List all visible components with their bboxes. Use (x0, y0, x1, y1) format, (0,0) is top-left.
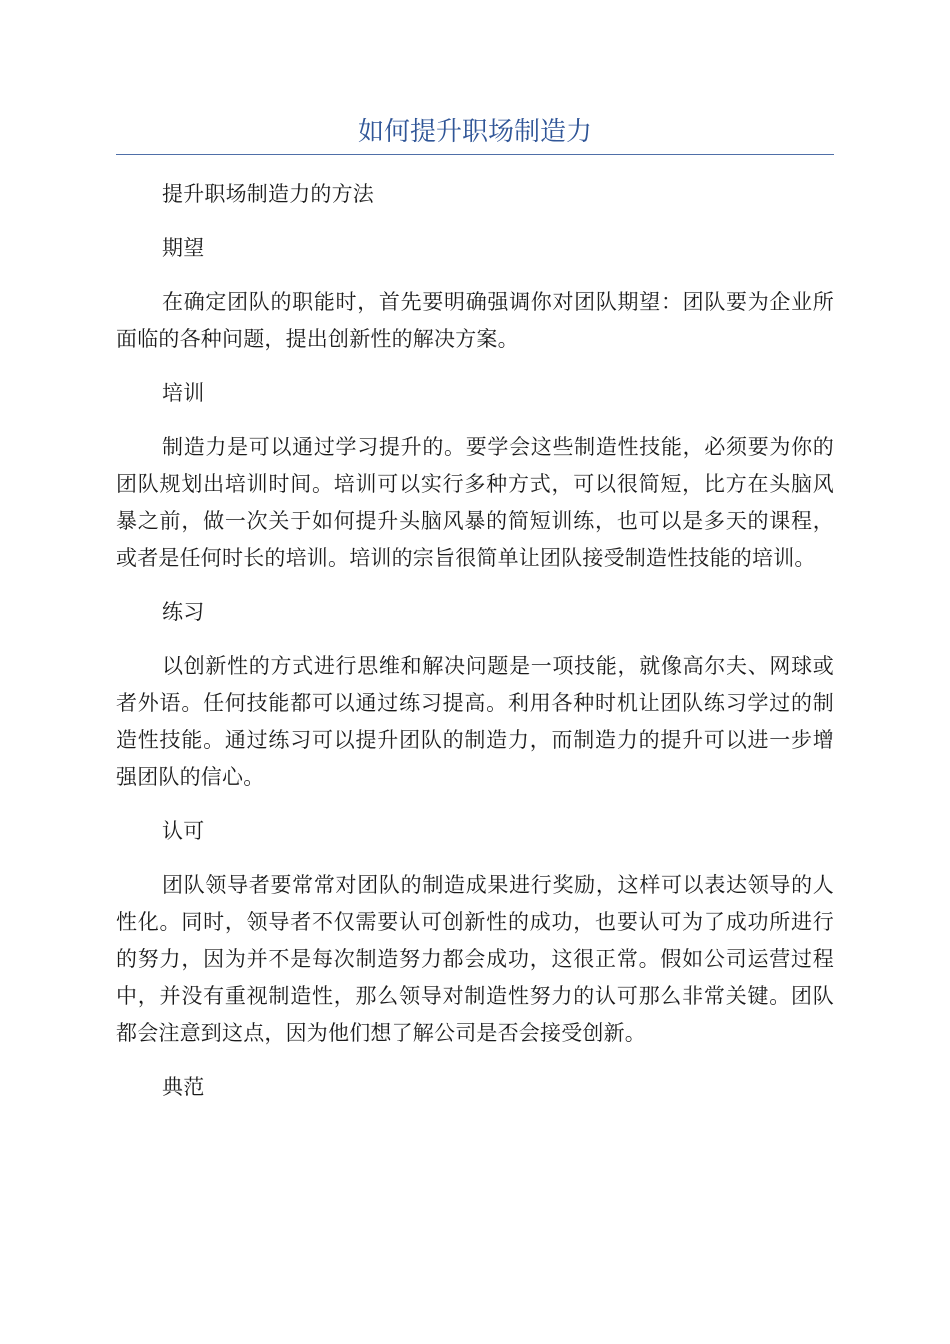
section-heading-expectation: 期望 (162, 236, 205, 260)
section-heading-practice: 练习 (162, 600, 205, 624)
document-body (116, 176, 834, 1123)
paragraph-expectation: 在确定团队的职能时，首先要明确强调你对团队期望：团队要为企业所面临的各种问题，提出创新性的解决方案。 (116, 290, 834, 351)
section-heading-role-model: 典范 (162, 1075, 205, 1099)
section-heading-training: 培训 (162, 381, 205, 405)
section-heading-recognition: 认可 (162, 819, 205, 843)
document-title: 如何提升职场制造力 (357, 117, 592, 147)
paragraph-practice: 以创新性的方式进行思维和解决问题是一项技能，就像高尔夫、网球或者外语。任何技能都可以通过练习提高。利用各种时机让团队练习学过的制造性技能。通过练习可以提升团队的制造力，而制造力的提升可以进一步增强团队的信心。 (116, 654, 834, 789)
title-underline (116, 154, 834, 155)
section-heading-methods: 提升职场制造力的方法 (162, 182, 374, 206)
paragraph-recognition: 团队领导者要常常对团队的制造成果进行奖励，这样可以表达领导的人性化。同时，领导者不仅需要认可创新性的成功，也要认可为了成功所进行的努力，因为并不是每次制造努力都会成功，这很正常。假如公司运营过程中，并没有重视制造性，那么领导对制造性努力的认可那么非常关键。团队都会注意到这点，因为他们想了解公司是否会接受创新。 (116, 873, 834, 1045)
paragraph-training: 制造力是可以通过学习提升的。要学会这些制造性技能，必须要为你的团队规划出培训时间。培训可以实行多种方式，可以很简短，比方在头脑风暴之前，做一次关于如何提升头脑风暴的简短训练，也可以是多天的课程，或者是任何时长的培训。培训的宗旨很简单让团队接受制造性技能的培训。 (116, 435, 834, 570)
